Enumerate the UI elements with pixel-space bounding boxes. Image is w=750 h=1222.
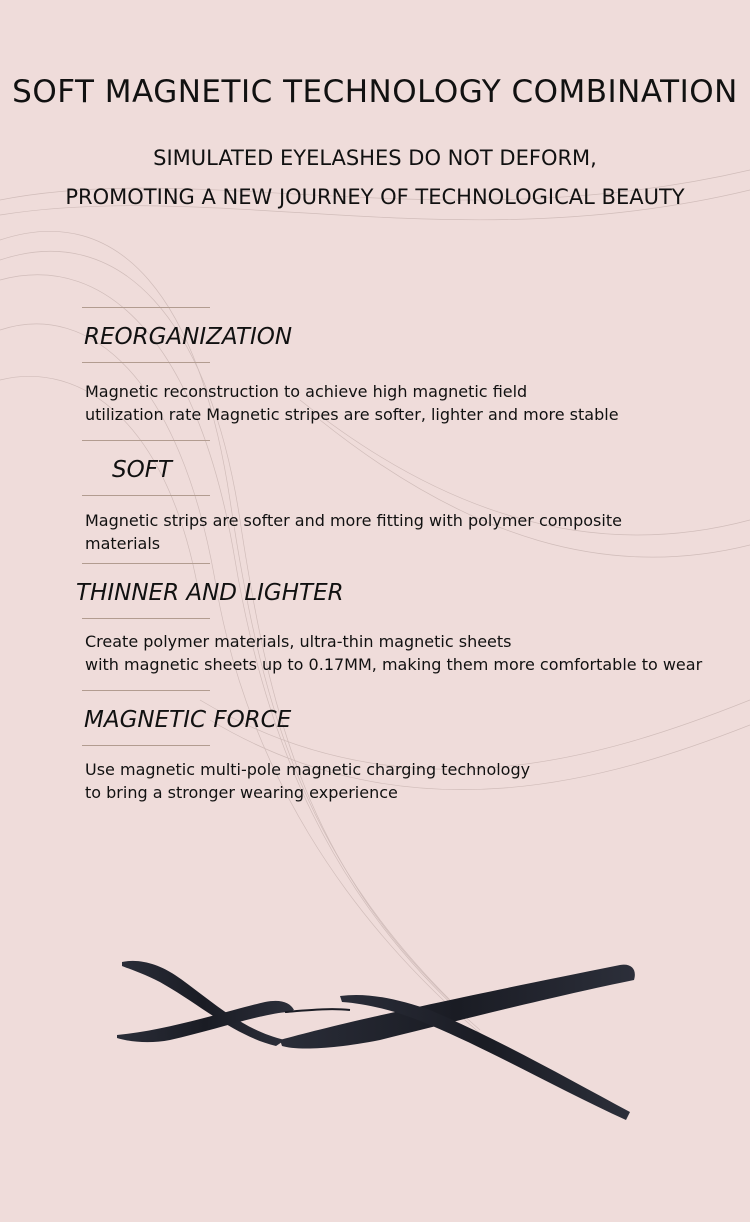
- feature-text-line: Use magnetic multi-pole magnetic charging technology: [85, 760, 531, 779]
- feature-heading-thinner-lighter: THINNER AND LIGHTER: [76, 580, 344, 606]
- page-title: SOFT MAGNETIC TECHNOLOGY COMBINATION: [12, 74, 738, 110]
- feature-text-line: Magnetic reconstruction to achieve high magnetic field: [85, 382, 528, 401]
- feature-text-line: materials: [85, 534, 161, 553]
- feature-heading-reorganization: REORGANIZATION: [84, 324, 293, 350]
- feature-heading-soft: SOFT: [112, 457, 172, 483]
- feature-text-line: Magnetic strips are softer and more fitting with polymer composite: [85, 511, 622, 530]
- feature-text-line: with magnetic sheets up to 0.17MM, making them more comfortable to wear: [85, 655, 703, 674]
- feature-text-line: Create polymer materials, ultra-thin magnetic sheets: [85, 632, 512, 651]
- feature-heading-magnetic-force: MAGNETIC FORCE: [84, 707, 292, 733]
- subtitle-line-2: PROMOTING A NEW JOURNEY OF TECHNOLOGICAL BEAUTY: [65, 185, 685, 209]
- feature-text-line: to bring a stronger wearing experience: [85, 783, 398, 802]
- feature-text-line: utilization rate Magnetic stripes are softer, lighter and more stable: [85, 405, 619, 424]
- subtitle-line-1: SIMULATED EYELASHES DO NOT DEFORM,: [153, 146, 597, 170]
